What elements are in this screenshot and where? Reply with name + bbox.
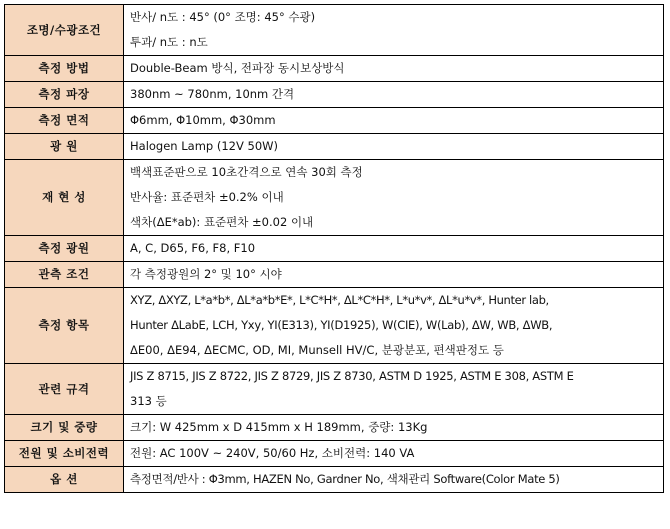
value-line: 크기: W 425mm x D 415mm x H 189mm, 중량: 13Kg (130, 420, 428, 434)
row-value-measurements (124, 288, 664, 364)
row-value-repeatability (124, 160, 664, 236)
row-label-measurements: 측정 항목 (5, 288, 124, 364)
table-row (5, 467, 664, 493)
table-row (5, 262, 664, 288)
row-value-observer (124, 262, 664, 288)
row-value-illuminants (124, 236, 664, 262)
row-label-area: 측정 면적 (5, 108, 124, 134)
row-value-power (124, 441, 664, 467)
value-line: JIS Z 8715, JIS Z 8722, JIS Z 8729, JIS Z 8730, ASTM D 1925, ASTM E 308, ASTM E (130, 369, 574, 383)
table-row (5, 364, 664, 415)
value-line: 전원: AC 100V ~ 240V, 50/60 Hz, 소비전력: 140 VA (130, 446, 415, 460)
table-row (5, 288, 664, 364)
row-value-size-weight (124, 415, 664, 441)
row-label-options: 옵 션 (5, 467, 124, 493)
row-label-method: 측정 방법 (5, 56, 124, 82)
row-value-method (124, 56, 664, 82)
row-label-standards: 관련 규격 (5, 364, 124, 415)
value-line: 측정면적/반사 : Φ3mm, HAZEN No, Gardner No, 색채관리 Software(Color Mate 5) (130, 472, 560, 486)
row-label-illuminants: 측정 광원 (5, 236, 124, 262)
value-line: 313 등 (130, 394, 167, 408)
value-line: 색차(ΔE*ab): 표준편차 ±0.02 이내 (130, 215, 314, 229)
row-value-area (124, 108, 664, 134)
row-value-light-source (124, 134, 664, 160)
row-label-wavelength: 측정 파장 (5, 82, 124, 108)
row-value-options (124, 467, 664, 493)
table-row (5, 415, 664, 441)
table-row (5, 82, 664, 108)
row-label-observer: 관측 조건 (5, 262, 124, 288)
table-row (5, 5, 664, 56)
value-line: 380nm ~ 780nm, 10nm 간격 (130, 87, 295, 101)
spec-table (4, 4, 664, 493)
row-label-repeatability: 재 현 성 (5, 160, 124, 236)
value-line: 반사/ n도 : 45° (0° 조명: 45° 수광) (130, 10, 316, 24)
row-label-illumination: 조명/수광조건 (5, 5, 124, 56)
table-row (5, 441, 664, 467)
value-line: 각 측정광원의 2° 및 10° 시야 (130, 267, 282, 281)
value-line: Double-Beam 방식, 전파장 동시보상방식 (130, 61, 345, 75)
table-row (5, 134, 664, 160)
table-row (5, 56, 664, 82)
value-line: Hunter ΔLabE, LCH, Yxy, YI(E313), YI(D1925), W(CIE), W(Lab), ΔW, WB, ΔWB, (130, 318, 553, 332)
value-line: 백색표준판으로 10초간격으로 연속 30회 측정 (130, 165, 363, 179)
value-line: Halogen Lamp (12V 50W) (130, 139, 278, 153)
table-row (5, 236, 664, 262)
row-value-wavelength (124, 82, 664, 108)
row-label-power: 전원 및 소비전력 (5, 441, 124, 467)
row-value-illumination (124, 5, 664, 56)
value-line: 투과/ n도 : n도 (130, 35, 208, 49)
value-line: 반사율: 표준편차 ±0.2% 이내 (130, 190, 284, 204)
row-label-size-weight: 크기 및 중량 (5, 415, 124, 441)
table-row (5, 108, 664, 134)
table-row (5, 160, 664, 236)
row-value-standards (124, 364, 664, 415)
value-line: Φ6mm, Φ10mm, Φ30mm (130, 113, 276, 127)
value-line: XYZ, ΔXYZ, L*a*b*, ΔL*a*b*E*, L*C*H*, ΔL*C*H*, L*u*v*, ΔL*u*v*, Hunter lab, (130, 293, 549, 307)
value-line: A, C, D65, F6, F8, F10 (130, 241, 256, 255)
row-label-light-source: 광 원 (5, 134, 124, 160)
value-line: ΔE00, ΔE94, ΔECMC, OD, MI, Munsell HV/C, 분광분포, 편색판정도 등 (130, 343, 504, 357)
